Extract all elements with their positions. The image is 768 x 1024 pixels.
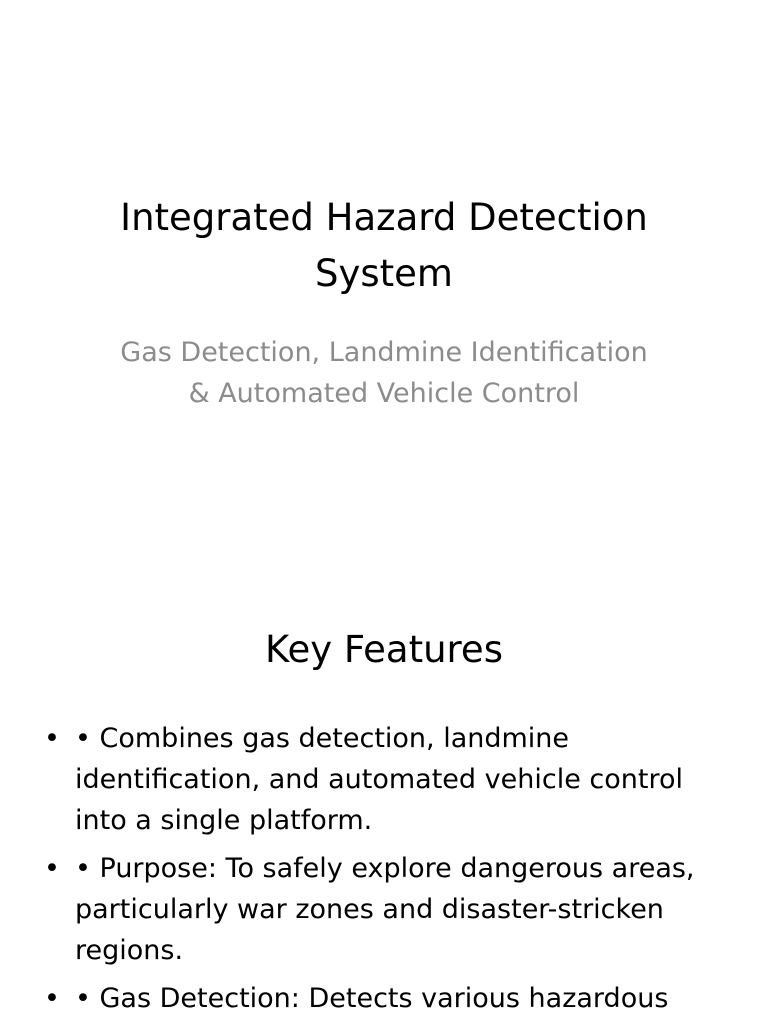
slide-subtitle: Gas Detection, Landmine Identification & Automated Vehicle Control [120, 337, 648, 409]
bullet-marker-icon: • [44, 853, 60, 884]
bullet-text: • Gas Detection: Detects various hazardous [75, 983, 669, 1014]
bullet-item [0, 848, 768, 971]
bullet-text: • Combines gas detection, landmine identification, and automated vehicle control into a single platform. [75, 723, 683, 836]
key-features-slide [0, 576, 768, 1024]
slide-title: Integrated Hazard Detection System [120, 196, 648, 295]
bullet-item [0, 978, 768, 1019]
bullet-list [0, 718, 768, 1024]
slide-heading: Key Features [265, 628, 503, 671]
bullet-item [0, 718, 768, 841]
bullet-marker-icon: • [44, 723, 60, 754]
bullet-marker-icon: • [44, 983, 60, 1014]
bullet-text: • Purpose: To safely explore dangerous areas, particularly war zones and disaster-stricken regions. [75, 853, 695, 966]
